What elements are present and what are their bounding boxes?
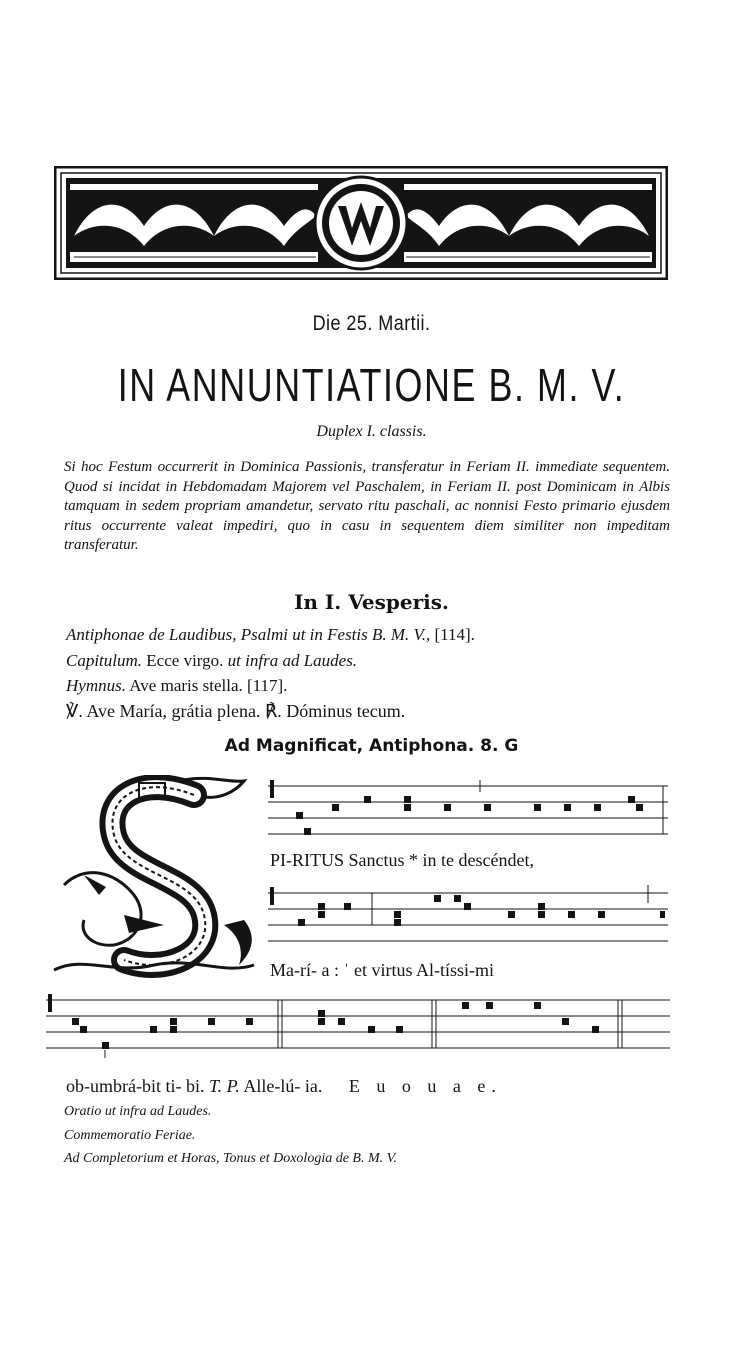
versicle-text: Ave María, grátia plena. [86,701,261,721]
capitulum-line [66,650,666,672]
commemoratio-line: Commemoratio Feriae. [64,1128,196,1143]
tempus-paschale-marker: T. P. [208,1076,240,1096]
chant-staff-1 [268,778,668,838]
feast-title: IN ANNUNTIATIONE B. M. V. [117,359,626,411]
response-text: Dóminus tecum. [286,701,406,721]
hymnus-line [66,675,666,697]
vespers-title: In I. Vesperis. [294,590,449,614]
chant-staff-3 [46,990,670,1066]
euouae-text: E u o u a e. [348,1076,502,1096]
alleluia-text: Alle-lú- ia. [243,1076,323,1096]
hymnus-text: Ave maris stella. [117]. [129,676,288,695]
lyric-line-2: Ma-rí- a : ˈ et virtus Al-tíssi-mi [270,960,494,980]
capitulum-label: Capitulum. [66,651,143,670]
lyric-line-1: PI-RITUS Sanctus * in te descéndet, [270,850,534,870]
chant-staff-2 [268,885,668,945]
hymnus-label: Hymnus. [66,676,126,695]
rank-line: Duplex I. classis. [316,423,427,440]
antiphonae-line [66,624,666,646]
versicle-symbol: ℣. [66,701,83,721]
antiphonae-label: Antiphonae de Laudibus, Psalmi ut in Festis B. M. V., [66,625,431,644]
lyric-line-3 [66,1076,502,1097]
antiphon-heading: Ad Magnificat, Antiphona. 8. G [224,736,519,756]
capitulum-text: Ecce virgo. [146,651,224,670]
date-line: Die 25. Martii. [312,312,431,335]
completorium-line: Ad Completorium et Horas, Tonus et Doxologia de B. M. V. [64,1151,397,1166]
drop-cap-s [44,775,262,983]
rubric-paragraph: Si hoc Festum occurrerit in Dominica Passionis, transferatur in Feriam II. immediate sequentem. Quod si incidat in Hebdomadam Majorem vel Paschalem, in Feriam II. post Dominicam in Albis tamquam in sedem propriam amandetur, servato ritu paschali, ac nonnisi Festo primario ejusdem ritus occurrente valeat impediri, quo in casu in sequentem diem similiter non impeditam transferatur. [64,459,670,553]
oratio-line: Oratio ut infra ad Laudes. [64,1104,212,1119]
response-symbol: ℟. [264,701,282,721]
ornament-band [54,166,668,280]
versicle-line [66,700,666,722]
lyric-obumbrabit: ob-umbrá-bit ti- bi. [66,1076,205,1096]
antiphonae-ref: [114]. [434,625,475,644]
capitulum-note: ut infra ad Laudes. [227,651,358,670]
